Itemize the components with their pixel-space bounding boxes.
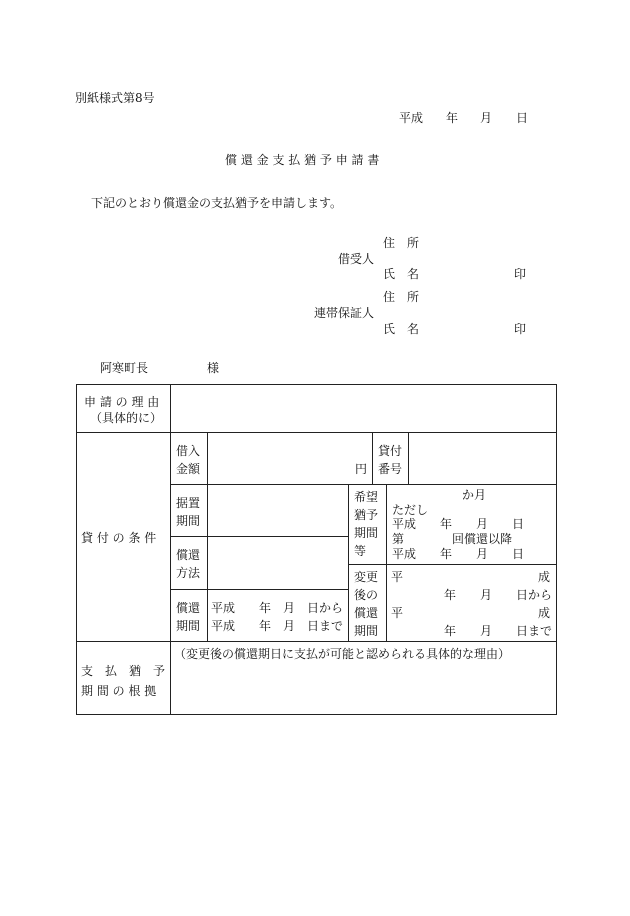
changed-from: 年 月 日から	[444, 588, 553, 602]
date-month: 月	[480, 111, 493, 125]
repay-method-label-1: 償還	[176, 548, 201, 562]
row-line	[170, 536, 348, 537]
borrower-name-label: 氏 名	[383, 267, 420, 281]
basis-label-1: 支 払 猶 予	[81, 664, 166, 678]
col-line	[170, 384, 171, 715]
row-line	[76, 432, 557, 433]
loan-amount-label-1: 借入	[176, 444, 201, 458]
guarantor-address-label: 住 所	[383, 290, 420, 304]
col-line	[386, 484, 387, 642]
changed-hei-2: 平	[391, 606, 404, 620]
date-day: 日	[516, 111, 529, 125]
changed-label-1: 変更	[354, 570, 379, 584]
desired-tadashi: ただし	[392, 503, 429, 517]
table-border-bottom	[76, 714, 557, 715]
yen-unit: 円	[355, 462, 368, 476]
basis-label-2: 期 間 の 根 拠	[81, 684, 157, 698]
col-line	[408, 432, 409, 485]
col-line	[372, 432, 373, 485]
changed-sei-1: 成	[538, 570, 551, 584]
changed-hei-1: 平	[391, 570, 404, 584]
repay-period-from: 平成 年 月 日から	[211, 601, 344, 615]
intro-text: 下記のとおり償還金の支払猶予を申請します。	[91, 196, 343, 210]
desired-label-2: 猶予	[354, 508, 379, 522]
guarantor-name-label: 氏 名	[383, 322, 420, 336]
reason-label-sub: （具体的に）	[90, 411, 163, 425]
desired-months: か月	[462, 488, 487, 502]
row-line	[170, 589, 348, 590]
desired-label-1: 希望	[354, 490, 379, 504]
reason-label: 申 請 の 理 由	[84, 395, 160, 409]
table-border-top	[76, 384, 557, 385]
date-era: 平成	[399, 111, 424, 125]
repay-period-to: 平成 年 月 日まで	[211, 619, 344, 633]
borrower-seal: 印	[514, 267, 527, 281]
deferment-label-2: 期間	[176, 514, 201, 528]
changed-label-4: 期間	[354, 624, 379, 638]
basis-note: （変更後の償還期日に支払が可能と認められる具体的な理由）	[174, 647, 511, 661]
document-title: 償 還 金 支 払 猶 予 申 請 書	[225, 153, 380, 167]
desired-installment: 第 回償還以降	[392, 532, 513, 546]
changed-to: 年 月 日まで	[444, 624, 553, 638]
loan-number-label-2: 番号	[378, 462, 403, 476]
date-year: 年	[446, 111, 459, 125]
repay-method-label-2: 方法	[176, 566, 201, 580]
conditions-label: 貸 付 の 条 件	[81, 531, 157, 545]
col-line	[207, 432, 208, 642]
guarantor-label: 連帯保証人	[314, 306, 375, 320]
row-line	[170, 484, 557, 485]
borrower-label: 借受人	[338, 252, 375, 266]
desired-date-2: 平成 年 月 日	[392, 547, 525, 561]
col-line	[348, 484, 349, 642]
changed-label-2: 後の	[354, 588, 379, 602]
guarantor-seal: 印	[514, 322, 527, 336]
addressee-honorific: 様	[207, 361, 220, 375]
desired-label-4: 等	[354, 544, 367, 558]
row-line	[348, 564, 557, 565]
desired-label-3: 期間	[354, 526, 379, 540]
desired-date: 平成 年 月 日	[392, 517, 525, 531]
repay-period-label-2: 期間	[176, 619, 201, 633]
table-border-right	[556, 384, 557, 715]
row-line	[76, 641, 557, 642]
table-border-left	[76, 384, 77, 715]
changed-sei-2: 成	[538, 606, 551, 620]
deferment-label-1: 据置	[176, 496, 201, 510]
changed-label-3: 償還	[354, 606, 379, 620]
loan-number-label-1: 貸付	[378, 444, 403, 458]
form-number: 別紙様式第8号	[75, 91, 155, 105]
loan-amount-label-2: 金額	[176, 462, 201, 476]
addressee-office: 阿寒町長	[100, 361, 149, 375]
repay-period-label-1: 償還	[176, 601, 201, 615]
borrower-address-label: 住 所	[383, 236, 420, 250]
